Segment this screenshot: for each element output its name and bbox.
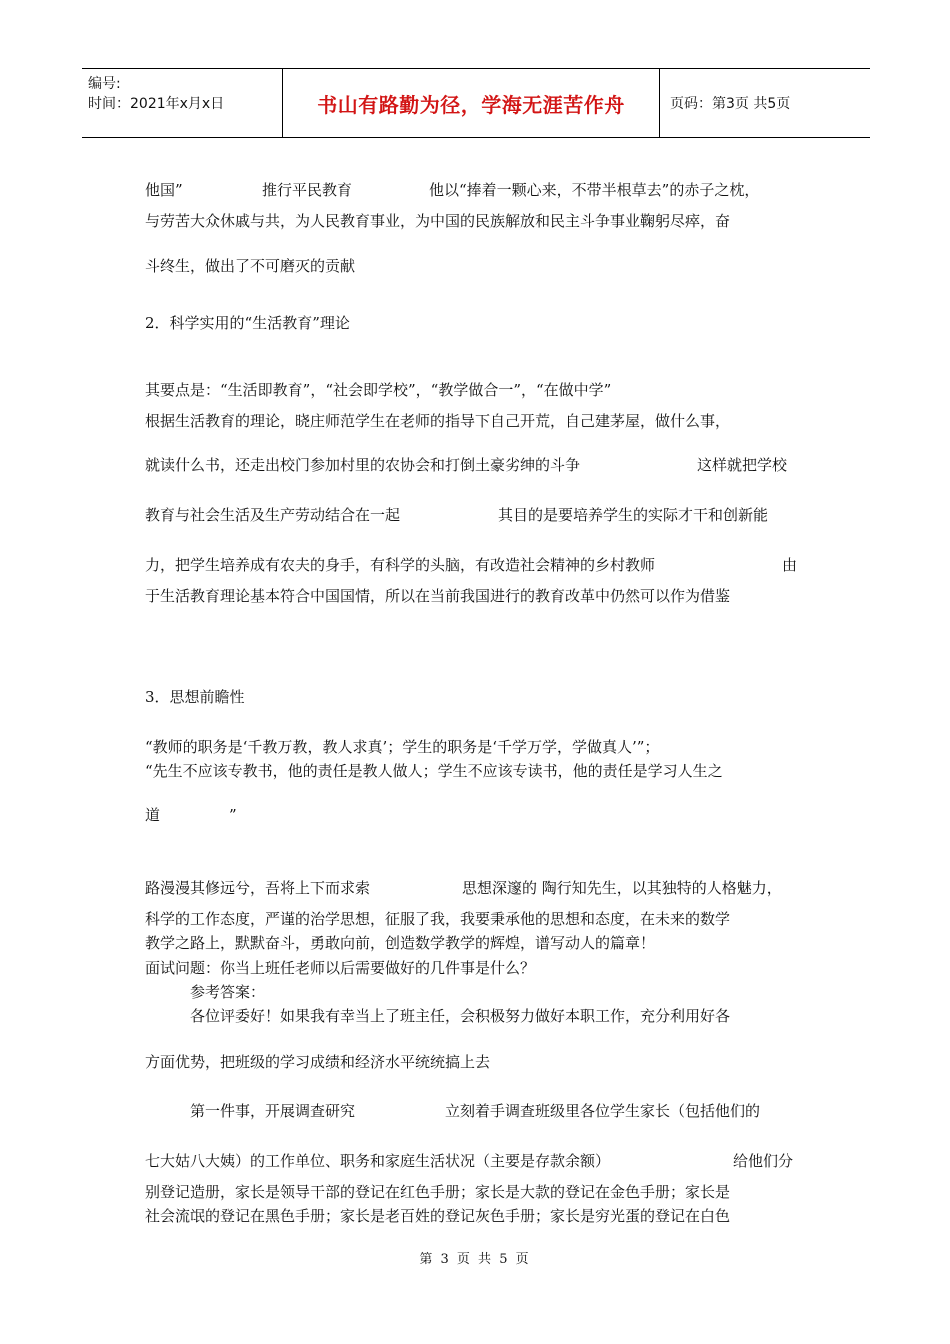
text-run: 给他们分 [733,1152,794,1170]
page-header [82,68,870,138]
header-motto: 书山有路勤为径，学海无涯苦作舟 [317,92,625,117]
header-date-label: 时间：2021年x月x日 [88,96,225,112]
header-motto-cell [283,69,660,137]
text-run: 于生活教育理论基本符合中国国情，所以在当前我国进行的教育改革中仍然可以作为借鉴 [145,587,731,605]
header-page-cell [660,69,870,137]
text-run: 与劳苦大众休戚与共，为人民教育事业，为中国的民族解放和民主斗争事业鞠躬尽瘁，奋 [145,212,731,230]
text-run: 路漫漫其修远兮，吾将上下而求索 [145,879,371,897]
text-run: 教学之路上，默默奋斗，勇敢向前，创造数学教学的辉煌，谱写动人的篇章！ [145,934,656,952]
text-run: 第一件事，开展调查研究 [190,1102,356,1120]
text-run: 立刻着手调查班级里各位学生家长（包括他们的 [445,1102,761,1120]
text-run: 由 [782,556,798,574]
text-run: 他以“捧着一颗心来，不带半根草去”的赤子之枕， [429,181,760,199]
text-run: 社会流氓的登记在黑色手册；家长是老百姓的登记灰色手册；家长是穷光蛋的登记在白色 [145,1207,731,1225]
header-meta-cell [82,69,283,137]
page-footer: 第 3 页 共 5 页 [419,1252,531,1267]
header-number-label: 编号: [88,76,121,92]
text-run: 方面优势，把班级的学习成绩和经济水平统统搞上去 [145,1053,491,1071]
text-run: 其目的是要培养学生的实际才干和创新能 [498,506,769,524]
text-run: 力，把学生培养成有农夫的身手，有科学的头脑，有改造社会精神的乡村教师 [145,556,656,574]
text-run: 思想深邃的 陶行知先生，以其独特的人格魅力， [462,879,782,897]
text-run: 他国” [145,181,183,199]
text-run: 这样就把学校 [697,456,788,474]
reference-answer-label: 参考答案： [190,983,266,1001]
text-run: “先生不应该专教书，他的责任是教人做人；学生不应该专读书，他的责任是学习人生之 [145,762,723,780]
text-run: 其要点是：“生活即教育”，“社会即学校”，“教学做合一”，“在做中学” [145,381,612,399]
text-run: 科学的工作态度，严谨的治学思想，征服了我，我要秉承他的思想和态度，在未来的数学 [145,910,731,928]
section-title: 2．科学实用的“生活教育”理论 [145,314,350,332]
text-run: 就读什么书，还走出校门参加村里的农协会和打倒土豪劣绅的斗争 [145,456,581,474]
text-run: “教师的职务是‘千教万教，教人求真’；学生的职务是‘千学万学，学做真人’”； [145,738,660,756]
text-run: 根据生活教育的理论，晓庄师范学生在老师的指导下自己开荒，自己建茅屋，做什么事， [145,412,731,430]
interview-question: 面试问题：你当上班任老师以后需要做好的几件事是什么？ [145,959,536,977]
header-page-info: 页码：第3页 共5页 [670,96,791,112]
text-run: 教育与社会生活及生产劳动结合在一起 [145,506,401,524]
text-run: 七大姑八大姨）的工作单位、职务和家庭生活状况（主要是存款余额） [145,1152,611,1170]
text-run: 斗终生，做出了不可磨灭的贡献 [145,257,356,275]
text-run: 道 [145,806,161,824]
text-run: ” [229,806,237,824]
section-title: 3．思想前瞻性 [145,688,245,706]
text-run: 别登记造册，家长是领导干部的登记在红色手册；家长是大款的登记在金色手册；家长是 [145,1183,731,1201]
text-run: 推行平民教育 [262,181,353,199]
text-run: 各位评委好！如果我有幸当上了班主任，会积极努力做好本职工作，充分利用好各 [190,1007,731,1025]
